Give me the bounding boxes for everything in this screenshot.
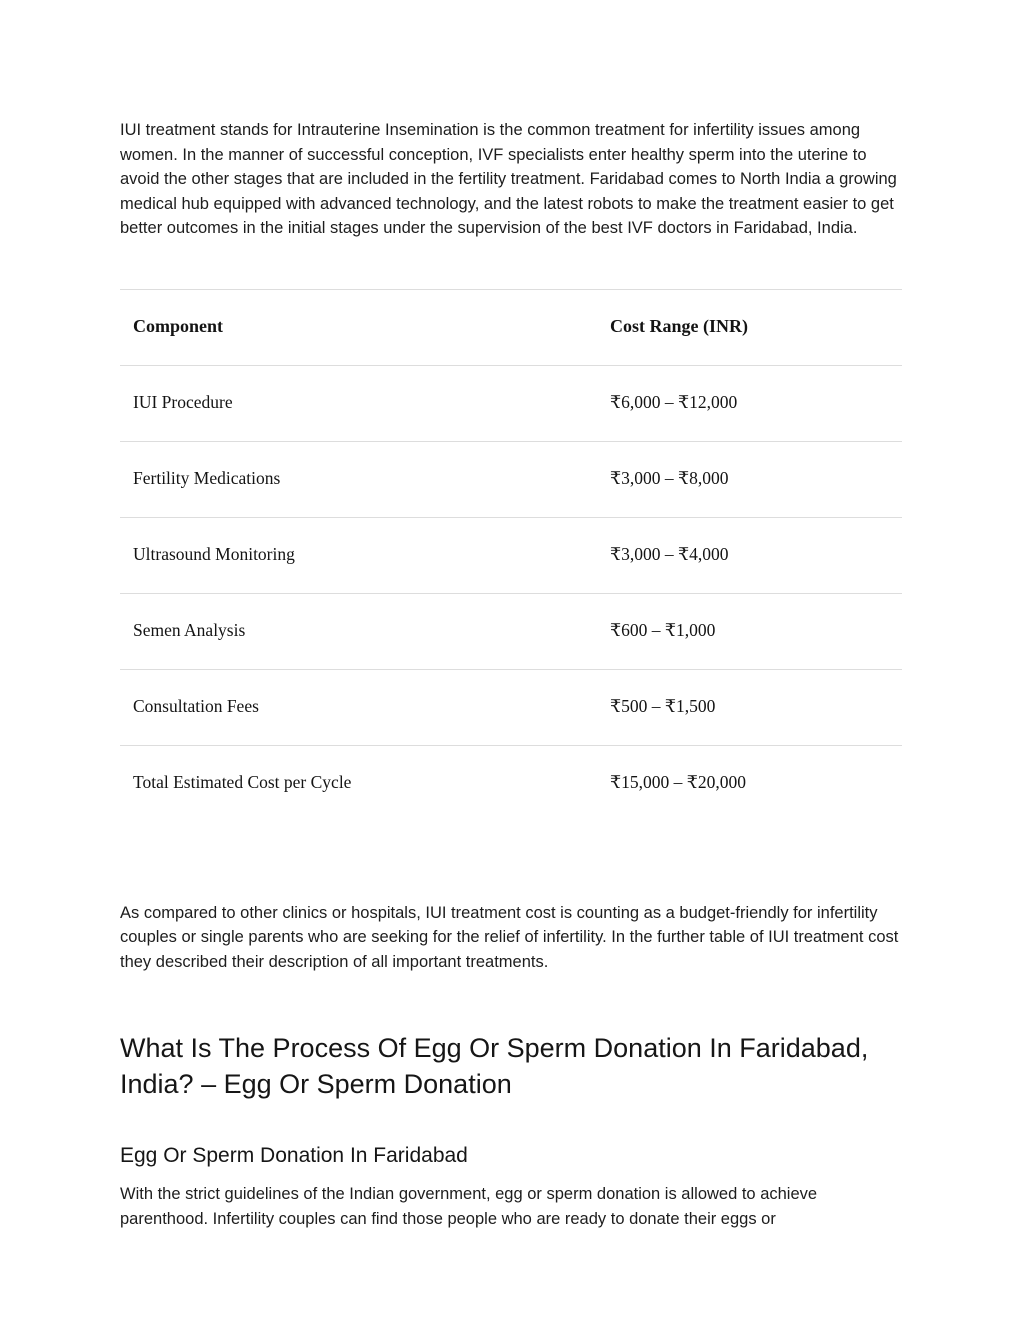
cost-cell: ₹3,000 – ₹4,000 — [597, 517, 902, 593]
table-row — [120, 745, 902, 821]
intro-paragraph: IUI treatment stands for Intrauterine Insemination is the common treatment for infertility issues among women. In the manner of successful conception, IVF specialists enter healthy sperm into the uterine to avoid the other stages that are included in the fertility treatment. Faridabad comes to North India a growing medical hub equipped with advanced technology, and the latest robots to make the treatment easier to get better outcomes in the initial stages under the supervision of the best IVF doctors in Faridabad, India. — [120, 121, 897, 237]
column-header-cost-range: Cost Range (INR) — [597, 289, 902, 365]
component-cell: Semen Analysis — [120, 593, 597, 669]
table-header-row — [120, 289, 902, 365]
iui-cost-table — [120, 289, 902, 821]
cost-cell: ₹6,000 – ₹12,000 — [597, 365, 902, 441]
column-header-component: Component — [120, 289, 597, 365]
table-row — [120, 365, 902, 441]
component-cell: Fertility Medications — [120, 441, 597, 517]
cost-cell: ₹15,000 – ₹20,000 — [597, 745, 902, 821]
table-row — [120, 517, 902, 593]
table-row — [120, 593, 902, 669]
section-heading: What Is The Process Of Egg Or Sperm Donation In Faridabad, India? – Egg Or Sperm Donation — [120, 1033, 869, 1099]
sub-heading: Egg Or Sperm Donation In Faridabad — [120, 1144, 468, 1167]
component-cell: Ultrasound Monitoring — [120, 517, 597, 593]
comparison-paragraph: As compared to other clinics or hospitals, IUI treatment cost is counting as a budget-friendly for infertility couples or single parents who are seeking for the relief of infertility. In the further table of IUI treatment cost they described their description of all important treatments. — [120, 903, 899, 971]
table-row — [120, 669, 902, 745]
cost-cell: ₹3,000 – ₹8,000 — [597, 441, 902, 517]
cost-cell: ₹600 – ₹1,000 — [597, 593, 902, 669]
table-row — [120, 441, 902, 517]
closing-paragraph: With the strict guidelines of the Indian government, egg or sperm donation is allowed to achieve parenthood. Infertility couples can find those people who are ready to donate their eggs or — [120, 1185, 818, 1228]
component-cell: Total Estimated Cost per Cycle — [120, 745, 597, 821]
component-cell: IUI Procedure — [120, 365, 597, 441]
component-cell: Consultation Fees — [120, 669, 597, 745]
cost-cell: ₹500 – ₹1,500 — [597, 669, 902, 745]
